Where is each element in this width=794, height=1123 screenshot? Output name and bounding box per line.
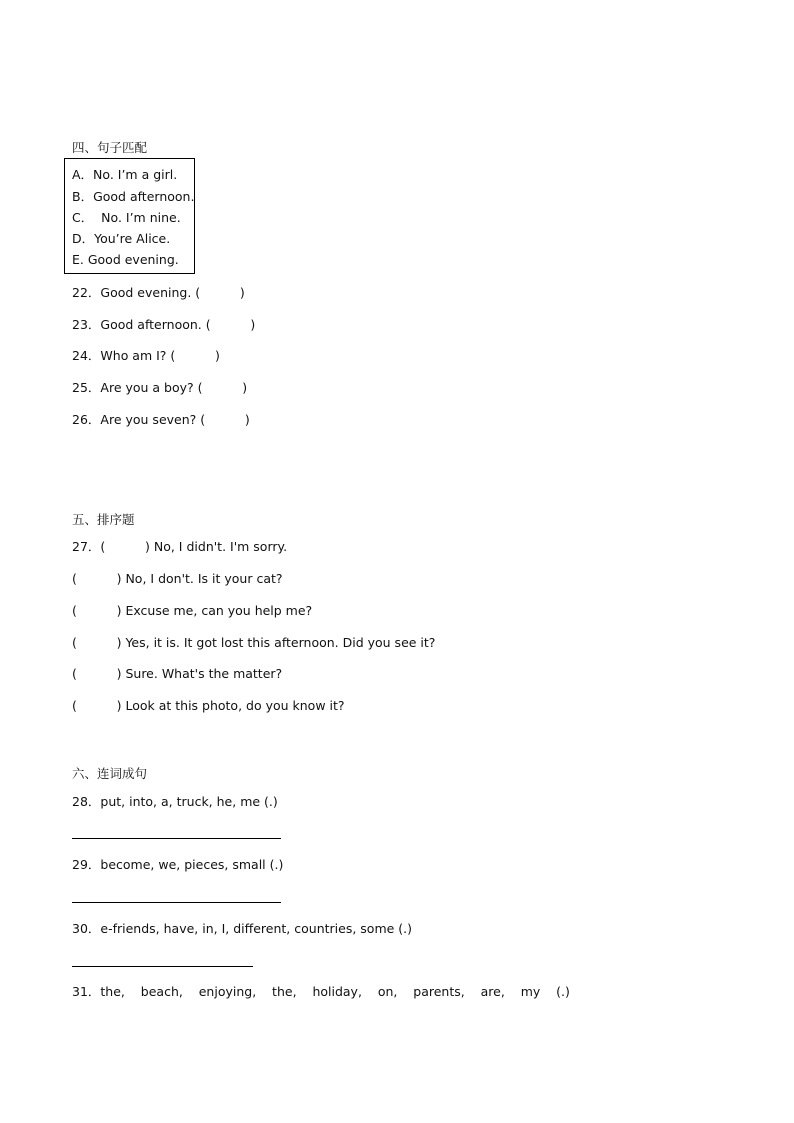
question-26: 26．Are you seven? ( ) <box>72 412 250 427</box>
answer-line-28[interactable] <box>72 838 281 839</box>
ordering-line: ( ) Excuse me, can you help me? <box>72 603 313 618</box>
question-23: 23．Good afternoon. ( ) <box>72 317 256 332</box>
question-24: 24．Who am I? ( ) <box>72 348 220 363</box>
option-c: C． No. I’m nine. <box>72 210 181 225</box>
section-5-heading: 五、排序题 <box>72 512 135 527</box>
option-d: D．You’re Alice. <box>72 231 171 246</box>
question-22: 22．Good evening. ( ) <box>72 285 245 300</box>
answer-line-29[interactable] <box>72 902 281 903</box>
option-b: B．Good afternoon. <box>72 189 195 204</box>
section-6-heading: 六、连词成句 <box>72 766 148 781</box>
question-29: 29．become, we, pieces, small (.) <box>72 857 284 872</box>
question-31: 31．the, beach, enjoying, the, holiday, on, parents, are, my (.) <box>72 984 570 999</box>
section-4-heading: 四、句子匹配 <box>72 140 148 155</box>
question-30: 30．e-friends, have, in, I, different, countries, some (.) <box>72 921 413 936</box>
ordering-line-27: 27．( ) No, I didn't. I'm sorry. <box>72 539 288 554</box>
question-28: 28．put, into, a, truck, he, me (.) <box>72 794 278 809</box>
answer-line-30[interactable] <box>72 966 253 967</box>
ordering-line: ( ) No, I don't. Is it your cat? <box>72 571 283 586</box>
option-e: E. Good evening. <box>72 252 179 267</box>
question-25: 25．Are you a boy? ( ) <box>72 380 248 395</box>
ordering-line: ( ) Yes, it is. It got lost this afternoon. Did you see it? <box>72 635 436 650</box>
ordering-line: ( ) Look at this photo, do you know it? <box>72 698 345 713</box>
ordering-line: ( ) Sure. What's the matter? <box>72 666 283 681</box>
option-a: A．No. I’m a girl. <box>72 167 178 182</box>
